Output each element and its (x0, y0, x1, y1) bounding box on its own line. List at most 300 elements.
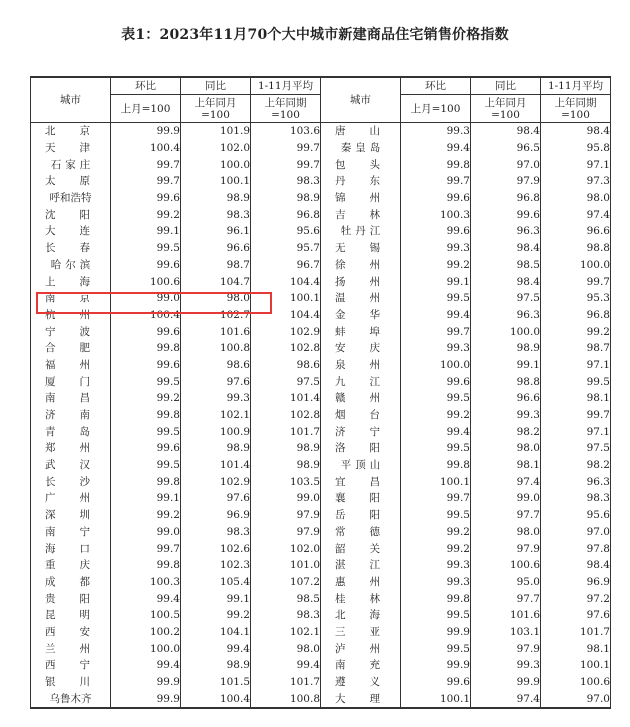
table-row (31, 190, 611, 207)
table-row (31, 690, 611, 708)
ytd-cell: 98.4 (541, 123, 611, 140)
yoy-cell: 98.3 (181, 524, 251, 541)
mom-cell: 99.4 (111, 657, 181, 674)
table-row (31, 140, 611, 157)
city-cell: 南昌 (31, 390, 111, 407)
city-cell: 沈阳 (31, 206, 111, 223)
mom-cell: 99.7 (401, 323, 471, 340)
mom-cell: 99.2 (111, 206, 181, 223)
city-cell: 海口 (31, 540, 111, 557)
ytd-cell: 97.3 (541, 173, 611, 190)
city-cell: 泉州 (321, 357, 401, 374)
table-body (31, 123, 611, 709)
ytd-cell: 100.1 (251, 290, 321, 307)
table-row (31, 390, 611, 407)
ytd-cell: 97.1 (541, 423, 611, 440)
city-cell: 大理 (321, 690, 401, 708)
yoy-cell: 104.7 (181, 273, 251, 290)
ytd-cell: 101.7 (251, 423, 321, 440)
table-row (31, 257, 611, 274)
city-cell: 蚌埠 (321, 323, 401, 340)
mom-cell: 99.3 (401, 240, 471, 257)
mom-cell: 99.6 (401, 674, 471, 691)
yoy-cell: 98.9 (181, 190, 251, 207)
mom-cell: 99.5 (401, 390, 471, 407)
ytd-cell: 97.1 (541, 156, 611, 173)
table-row (31, 407, 611, 424)
ytd-cell: 102.0 (251, 540, 321, 557)
yoy-cell: 97.7 (471, 590, 541, 607)
ytd-cell: 98.3 (541, 490, 611, 507)
mom-cell: 99.6 (111, 257, 181, 274)
yoy-cell: 97.6 (181, 373, 251, 390)
mom-cell: 99.4 (401, 307, 471, 324)
ytd-cell: 98.0 (541, 190, 611, 207)
mom-cell: 99.8 (401, 590, 471, 607)
yoy-cell: 99.3 (471, 657, 541, 674)
ytd-cell: 99.0 (251, 490, 321, 507)
city-cell: 重庆 (31, 557, 111, 574)
table-row (31, 357, 611, 374)
city-cell: 长春 (31, 240, 111, 257)
city-cell: 济宁 (321, 423, 401, 440)
mom-cell: 99.9 (401, 657, 471, 674)
ytd-cell: 102.1 (251, 624, 321, 641)
yoy-cell: 98.9 (471, 340, 541, 357)
mom-cell: 99.2 (401, 524, 471, 541)
yoy-cell: 103.1 (471, 624, 541, 641)
yoy-cell: 99.9 (471, 674, 541, 691)
ytd-cell: 97.2 (541, 590, 611, 607)
yoy-cell: 105.4 (181, 574, 251, 591)
mom-cell: 99.5 (111, 457, 181, 474)
table-row (31, 323, 611, 340)
yoy-cell: 102.0 (181, 140, 251, 157)
table-row (31, 457, 611, 474)
city-cell: 桂林 (321, 590, 401, 607)
city-cell: 包头 (321, 156, 401, 173)
mom-cell: 99.9 (401, 624, 471, 641)
table-row (31, 540, 611, 557)
city-cell: 哈尔滨 (31, 257, 111, 274)
mom-cell: 99.6 (111, 323, 181, 340)
yoy-cell: 97.6 (181, 490, 251, 507)
yoy-cell: 98.1 (471, 457, 541, 474)
table-row (31, 240, 611, 257)
ytd-cell: 99.2 (541, 323, 611, 340)
yoy-cell: 99.1 (181, 590, 251, 607)
ytd-cell: 97.9 (251, 524, 321, 541)
city-cell: 湛江 (321, 557, 401, 574)
ytd-cell: 99.7 (251, 156, 321, 173)
ytd-cell: 98.3 (251, 173, 321, 190)
ytd-cell: 97.1 (541, 357, 611, 374)
city-cell: 贵阳 (31, 590, 111, 607)
ytd-cell: 102.8 (251, 340, 321, 357)
mom-cell: 99.3 (401, 340, 471, 357)
yoy-cell: 100.9 (181, 423, 251, 440)
ytd-cell: 101.7 (251, 674, 321, 691)
table-row (31, 640, 611, 657)
city-cell: 石家庄 (31, 156, 111, 173)
yoy-cell: 98.4 (471, 273, 541, 290)
ytd-cell: 101.4 (251, 390, 321, 407)
mom-cell: 99.6 (401, 373, 471, 390)
yoy-cell: 98.8 (471, 373, 541, 390)
yoy-cell: 97.9 (471, 173, 541, 190)
mom-cell: 99.7 (111, 173, 181, 190)
ytd-cell: 99.4 (251, 657, 321, 674)
city-cell: 广州 (31, 490, 111, 507)
ytd-cell: 97.6 (541, 607, 611, 624)
city-cell: 泸州 (321, 640, 401, 657)
yoy-cell: 96.1 (181, 223, 251, 240)
mom-cell: 99.2 (401, 407, 471, 424)
mom-cell: 99.8 (111, 407, 181, 424)
ytd-cell: 95.7 (251, 240, 321, 257)
yoy-cell: 98.0 (471, 524, 541, 541)
mom-base-header: 上月=100 (401, 95, 471, 123)
ytd-cell: 98.2 (541, 457, 611, 474)
mom-cell: 99.4 (401, 140, 471, 157)
city-cell: 襄阳 (321, 490, 401, 507)
table-row (31, 557, 611, 574)
yoy-cell: 101.9 (181, 123, 251, 140)
yoy-cell: 98.0 (471, 440, 541, 457)
mom-cell: 100.3 (401, 206, 471, 223)
yoy-cell: 99.3 (181, 390, 251, 407)
ytd-cell: 101.0 (251, 557, 321, 574)
table-row (31, 290, 611, 307)
ytd-cell: 99.7 (541, 273, 611, 290)
city-cell: 大连 (31, 223, 111, 240)
mom-cell: 99.1 (111, 490, 181, 507)
yoy-cell: 98.2 (471, 423, 541, 440)
header-row (31, 77, 611, 95)
mom-cell: 99.6 (111, 357, 181, 374)
city-cell: 济南 (31, 407, 111, 424)
yoy-cell: 100.1 (181, 173, 251, 190)
city-cell: 兰州 (31, 640, 111, 657)
city-cell: 南充 (321, 657, 401, 674)
mom-cell: 99.2 (111, 507, 181, 524)
city-cell: 郑州 (31, 440, 111, 457)
yoy-cell: 97.9 (471, 540, 541, 557)
city-cell: 徐州 (321, 257, 401, 274)
table-row (31, 674, 611, 691)
city-cell: 唐山 (321, 123, 401, 140)
city-cell: 安庆 (321, 340, 401, 357)
mom-cell: 100.0 (111, 640, 181, 657)
ytd-cell: 98.5 (251, 590, 321, 607)
city-cell: 常德 (321, 524, 401, 541)
mom-cell: 99.5 (401, 290, 471, 307)
yoy-cell: 97.4 (471, 690, 541, 708)
yoy-cell: 96.6 (181, 240, 251, 257)
table-row (31, 423, 611, 440)
city-cell: 秦皇岛 (321, 140, 401, 157)
ytd-cell: 100.0 (541, 257, 611, 274)
ytd-cell: 102.8 (251, 407, 321, 424)
city-cell: 北京 (31, 123, 111, 140)
ytd-cell: 98.0 (251, 640, 321, 657)
mom-cell: 99.7 (401, 173, 471, 190)
ytd-cell: 98.8 (541, 240, 611, 257)
ytd-cell: 96.3 (541, 473, 611, 490)
ytd-cell: 99.7 (251, 140, 321, 157)
yoy-cell: 96.8 (471, 190, 541, 207)
ytd-cell: 107.2 (251, 574, 321, 591)
yoy-header: 同比 (471, 77, 541, 95)
city-cell: 金华 (321, 307, 401, 324)
ytd-cell: 96.7 (251, 257, 321, 274)
mom-cell: 100.4 (111, 307, 181, 324)
yoy-cell: 96.5 (471, 140, 541, 157)
table-row (31, 273, 611, 290)
ytd-cell: 102.9 (251, 323, 321, 340)
city-cell: 宜昌 (321, 473, 401, 490)
city-cell: 锦州 (321, 190, 401, 207)
yoy-cell: 100.0 (181, 156, 251, 173)
table-row (31, 624, 611, 641)
city-cell: 武汉 (31, 457, 111, 474)
yoy-cell: 96.6 (471, 390, 541, 407)
yoy-cell: 96.3 (471, 223, 541, 240)
ytd-cell: 98.9 (251, 457, 321, 474)
table-row (31, 373, 611, 390)
city-cell: 温州 (321, 290, 401, 307)
mom-cell: 99.7 (111, 156, 181, 173)
yoy-cell: 102.1 (181, 407, 251, 424)
city-cell: 天津 (31, 140, 111, 157)
yoy-cell: 97.0 (471, 156, 541, 173)
mom-cell: 99.8 (111, 473, 181, 490)
mom-cell: 99.3 (401, 574, 471, 591)
ytd-cell: 96.6 (541, 223, 611, 240)
ytd-cell: 98.1 (541, 390, 611, 407)
mom-cell: 99.2 (401, 257, 471, 274)
yoy-cell: 100.6 (471, 557, 541, 574)
mom-cell: 99.8 (401, 457, 471, 474)
city-cell: 岳阳 (321, 507, 401, 524)
yoy-cell: 96.3 (471, 307, 541, 324)
yoy-cell: 98.4 (471, 123, 541, 140)
city-cell: 丹东 (321, 173, 401, 190)
table-row (31, 507, 611, 524)
yoy-cell: 100.0 (471, 323, 541, 340)
city-cell: 银川 (31, 674, 111, 691)
mom-cell: 99.7 (401, 490, 471, 507)
city-cell: 洛阳 (321, 440, 401, 457)
mom-cell: 99.6 (111, 440, 181, 457)
mom-cell: 99.8 (401, 156, 471, 173)
yoy-cell: 100.4 (181, 690, 251, 708)
city-header: 城市 (31, 77, 111, 123)
city-cell: 三亚 (321, 624, 401, 641)
mom-cell: 99.9 (111, 690, 181, 708)
yoy-cell: 102.3 (181, 557, 251, 574)
city-cell: 西宁 (31, 657, 111, 674)
yoy-cell: 102.7 (181, 307, 251, 324)
city-cell: 北海 (321, 607, 401, 624)
mom-cell: 99.3 (401, 123, 471, 140)
yoy-cell: 97.7 (471, 507, 541, 524)
yoy-cell: 97.9 (471, 640, 541, 657)
yoy-cell: 101.6 (471, 607, 541, 624)
city-cell: 惠州 (321, 574, 401, 591)
ytd-cell: 96.8 (541, 307, 611, 324)
mom-cell: 99.1 (401, 273, 471, 290)
mom-cell: 99.5 (401, 507, 471, 524)
yoy-cell: 101.5 (181, 674, 251, 691)
city-cell: 烟台 (321, 407, 401, 424)
city-cell: 乌鲁木齐 (31, 690, 111, 708)
city-header: 城市 (321, 77, 401, 123)
mom-cell: 99.5 (111, 240, 181, 257)
mom-cell: 99.0 (111, 524, 181, 541)
ytd-cell: 96.9 (541, 574, 611, 591)
mom-cell: 100.4 (111, 140, 181, 157)
mom-cell: 99.9 (111, 674, 181, 691)
mom-cell: 99.5 (401, 607, 471, 624)
ytd-cell: 99.7 (541, 407, 611, 424)
mom-cell: 99.6 (111, 190, 181, 207)
yoy-cell: 99.4 (181, 640, 251, 657)
city-cell: 南宁 (31, 524, 111, 541)
yoy-cell: 98.9 (181, 440, 251, 457)
ytd-header: 1-11月平均 (251, 77, 321, 95)
city-cell: 昆明 (31, 607, 111, 624)
mom-base-header: 上月=100 (111, 95, 181, 123)
yoy-cell: 98.3 (181, 206, 251, 223)
mom-cell: 99.8 (111, 340, 181, 357)
city-cell: 福州 (31, 357, 111, 374)
city-cell: 厦门 (31, 373, 111, 390)
yoy-cell: 98.7 (181, 257, 251, 274)
ytd-cell: 103.6 (251, 123, 321, 140)
table-row (31, 590, 611, 607)
yoy-cell: 97.4 (471, 473, 541, 490)
yoy-cell: 99.3 (471, 407, 541, 424)
yoy-base-header: 上年同月=100 (471, 95, 541, 123)
city-cell: 无锡 (321, 240, 401, 257)
ytd-cell: 97.5 (251, 373, 321, 390)
ytd-base-header: 上年同期=100 (541, 95, 611, 123)
mom-header: 环比 (111, 77, 181, 95)
yoy-cell: 95.0 (471, 574, 541, 591)
ytd-base-header: 上年同期=100 (251, 95, 321, 123)
mom-cell: 99.3 (401, 557, 471, 574)
city-cell: 杭州 (31, 307, 111, 324)
yoy-cell: 97.5 (471, 290, 541, 307)
table-row (31, 574, 611, 591)
yoy-cell: 98.4 (471, 240, 541, 257)
yoy-cell: 98.5 (471, 257, 541, 274)
city-cell: 上海 (31, 273, 111, 290)
city-cell: 西安 (31, 624, 111, 641)
yoy-header: 同比 (181, 77, 251, 95)
table-row (31, 307, 611, 324)
city-cell: 长沙 (31, 473, 111, 490)
city-cell: 赣州 (321, 390, 401, 407)
mom-cell: 99.5 (111, 423, 181, 440)
ytd-cell: 98.3 (251, 607, 321, 624)
city-cell: 南京 (31, 290, 111, 307)
mom-cell: 100.6 (111, 273, 181, 290)
ytd-cell: 98.7 (541, 340, 611, 357)
city-cell: 呼和浩特 (31, 190, 111, 207)
ytd-cell: 95.3 (541, 290, 611, 307)
table-row (31, 156, 611, 173)
mom-cell: 99.4 (111, 590, 181, 607)
table-row (31, 524, 611, 541)
city-cell: 深圳 (31, 507, 111, 524)
mom-cell: 100.0 (401, 357, 471, 374)
table-row (31, 206, 611, 223)
yoy-cell: 102.9 (181, 473, 251, 490)
yoy-cell: 101.4 (181, 457, 251, 474)
ytd-cell: 104.4 (251, 307, 321, 324)
ytd-cell: 100.1 (541, 657, 611, 674)
yoy-cell: 102.6 (181, 540, 251, 557)
ytd-cell: 95.6 (251, 223, 321, 240)
mom-cell: 99.4 (401, 423, 471, 440)
yoy-cell: 99.1 (471, 357, 541, 374)
ytd-cell: 95.6 (541, 507, 611, 524)
city-cell: 吉林 (321, 206, 401, 223)
ytd-cell: 96.8 (251, 206, 321, 223)
city-cell: 太原 (31, 173, 111, 190)
yoy-cell: 104.1 (181, 624, 251, 641)
table-row (31, 123, 611, 140)
mom-cell: 99.5 (111, 373, 181, 390)
yoy-cell: 101.6 (181, 323, 251, 340)
ytd-cell: 100.6 (541, 674, 611, 691)
table-row (31, 173, 611, 190)
table-row (31, 607, 611, 624)
mom-cell: 100.5 (111, 607, 181, 624)
mom-cell: 99.6 (401, 190, 471, 207)
city-cell: 九江 (321, 373, 401, 390)
ytd-cell: 101.7 (541, 624, 611, 641)
yoy-cell: 96.9 (181, 507, 251, 524)
mom-cell: 100.3 (111, 574, 181, 591)
ytd-cell: 103.5 (251, 473, 321, 490)
mom-cell: 99.7 (111, 540, 181, 557)
mom-cell: 99.1 (111, 223, 181, 240)
city-cell: 成都 (31, 574, 111, 591)
ytd-cell: 100.8 (251, 690, 321, 708)
table-row (31, 340, 611, 357)
ytd-cell: 97.5 (541, 440, 611, 457)
price-index-table (30, 76, 611, 709)
yoy-base-header: 上年同月=100 (181, 95, 251, 123)
yoy-cell: 98.0 (181, 290, 251, 307)
city-cell: 牡丹江 (321, 223, 401, 240)
ytd-cell: 95.8 (541, 140, 611, 157)
city-cell: 合肥 (31, 340, 111, 357)
ytd-cell: 97.8 (541, 540, 611, 557)
ytd-cell: 98.6 (251, 357, 321, 374)
ytd-cell: 98.4 (541, 557, 611, 574)
city-cell: 扬州 (321, 273, 401, 290)
mom-cell: 99.8 (111, 557, 181, 574)
city-cell: 宁波 (31, 323, 111, 340)
mom-header: 环比 (401, 77, 471, 95)
city-cell: 遵义 (321, 674, 401, 691)
mom-cell: 100.1 (401, 690, 471, 708)
mom-cell: 100.1 (401, 473, 471, 490)
